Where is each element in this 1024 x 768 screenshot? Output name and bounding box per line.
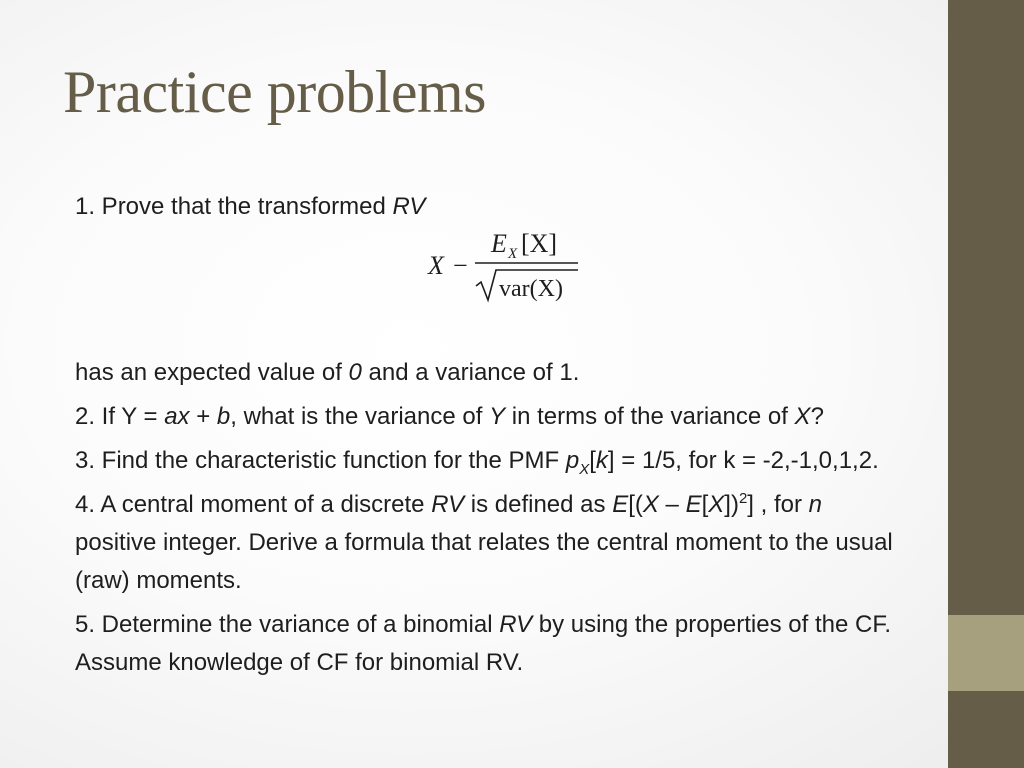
problem-1-intro [75,188,905,226]
problem-1-tail-a: has an expected value of [75,359,349,386]
problem-2-plus: + [189,403,217,430]
problem-5-a: 5. Determine the variance of a binomial [75,611,500,638]
problem-1-tail-b: and a variance of 1. [361,359,580,386]
formula-numerator-arg: [X] [521,229,558,258]
problem-2-c: , what is the variance of [230,403,490,430]
problem-2-d: in terms of the variance of [505,403,795,430]
formula-numerator-sub: X [508,246,518,262]
problem-2-x: X [794,403,811,430]
problem-4-e2: E [685,491,702,518]
problem-1-lead: 1. Prove that the transformed [75,193,393,220]
formula-numerator-e: E [491,229,507,258]
problem-4-b: is defined as [464,491,613,518]
problem-1-conclusion [75,354,905,392]
problem-3-c: ] = 1/5, for k = -2,-1,0,1,2. [607,447,879,474]
problem-4-sup: 2 [738,490,748,507]
problem-4-f: [ [701,491,709,518]
formula-denominator: var(X) [499,276,563,302]
problem-1-rv: RV [392,193,426,220]
problem-4-a: 4. A central moment of a discrete [75,491,432,518]
problem-3 [75,442,905,480]
problem-4-i: positive integer. Derive a formula that relates the central moment to the usual (raw) moments. [75,529,893,594]
standardization-formula [75,226,905,354]
problem-4-e1: E [612,491,629,518]
problem-1-zero: 0 [348,359,362,386]
problem-4 [75,486,905,600]
problem-3-a: 3. Find the characteristic function for the PMF [75,447,566,474]
problem-4-x2: X [708,491,725,518]
problem-3-sub: X [579,460,590,478]
problem-5 [75,606,905,682]
problem-4-h: ] , for [747,491,809,518]
problem-3-p: p [565,447,580,474]
problem-2-a: 2. If Y = [75,403,165,430]
problem-2-ax: ax [164,403,190,430]
problem-2-e: ? [810,403,824,430]
problem-4-rv: RV [431,491,465,518]
slide-title: Practice problems [63,59,487,125]
formula-graphic [420,226,660,308]
problem-4-d: – [658,491,686,518]
formula-x: X [428,251,444,280]
problem-4-x: X [642,491,659,518]
formula-minus: − [453,251,468,280]
problem-2-b: b [216,403,231,430]
problem-3-b: [ [589,447,596,474]
problem-2 [75,398,905,436]
problem-list [75,188,905,682]
problem-5-rv: RV [499,611,533,638]
problem-4-g: ]) [724,491,739,518]
problem-3-k: k [595,447,608,474]
sidebar-accent-block [948,615,1024,691]
problem-4-n: n [808,491,823,518]
problem-2-y: Y [489,403,506,430]
problem-5-b: by using the properties of the CF. Assume knowledge of CF for binomial RV. [75,611,891,676]
problem-4-c: [( [628,491,643,518]
